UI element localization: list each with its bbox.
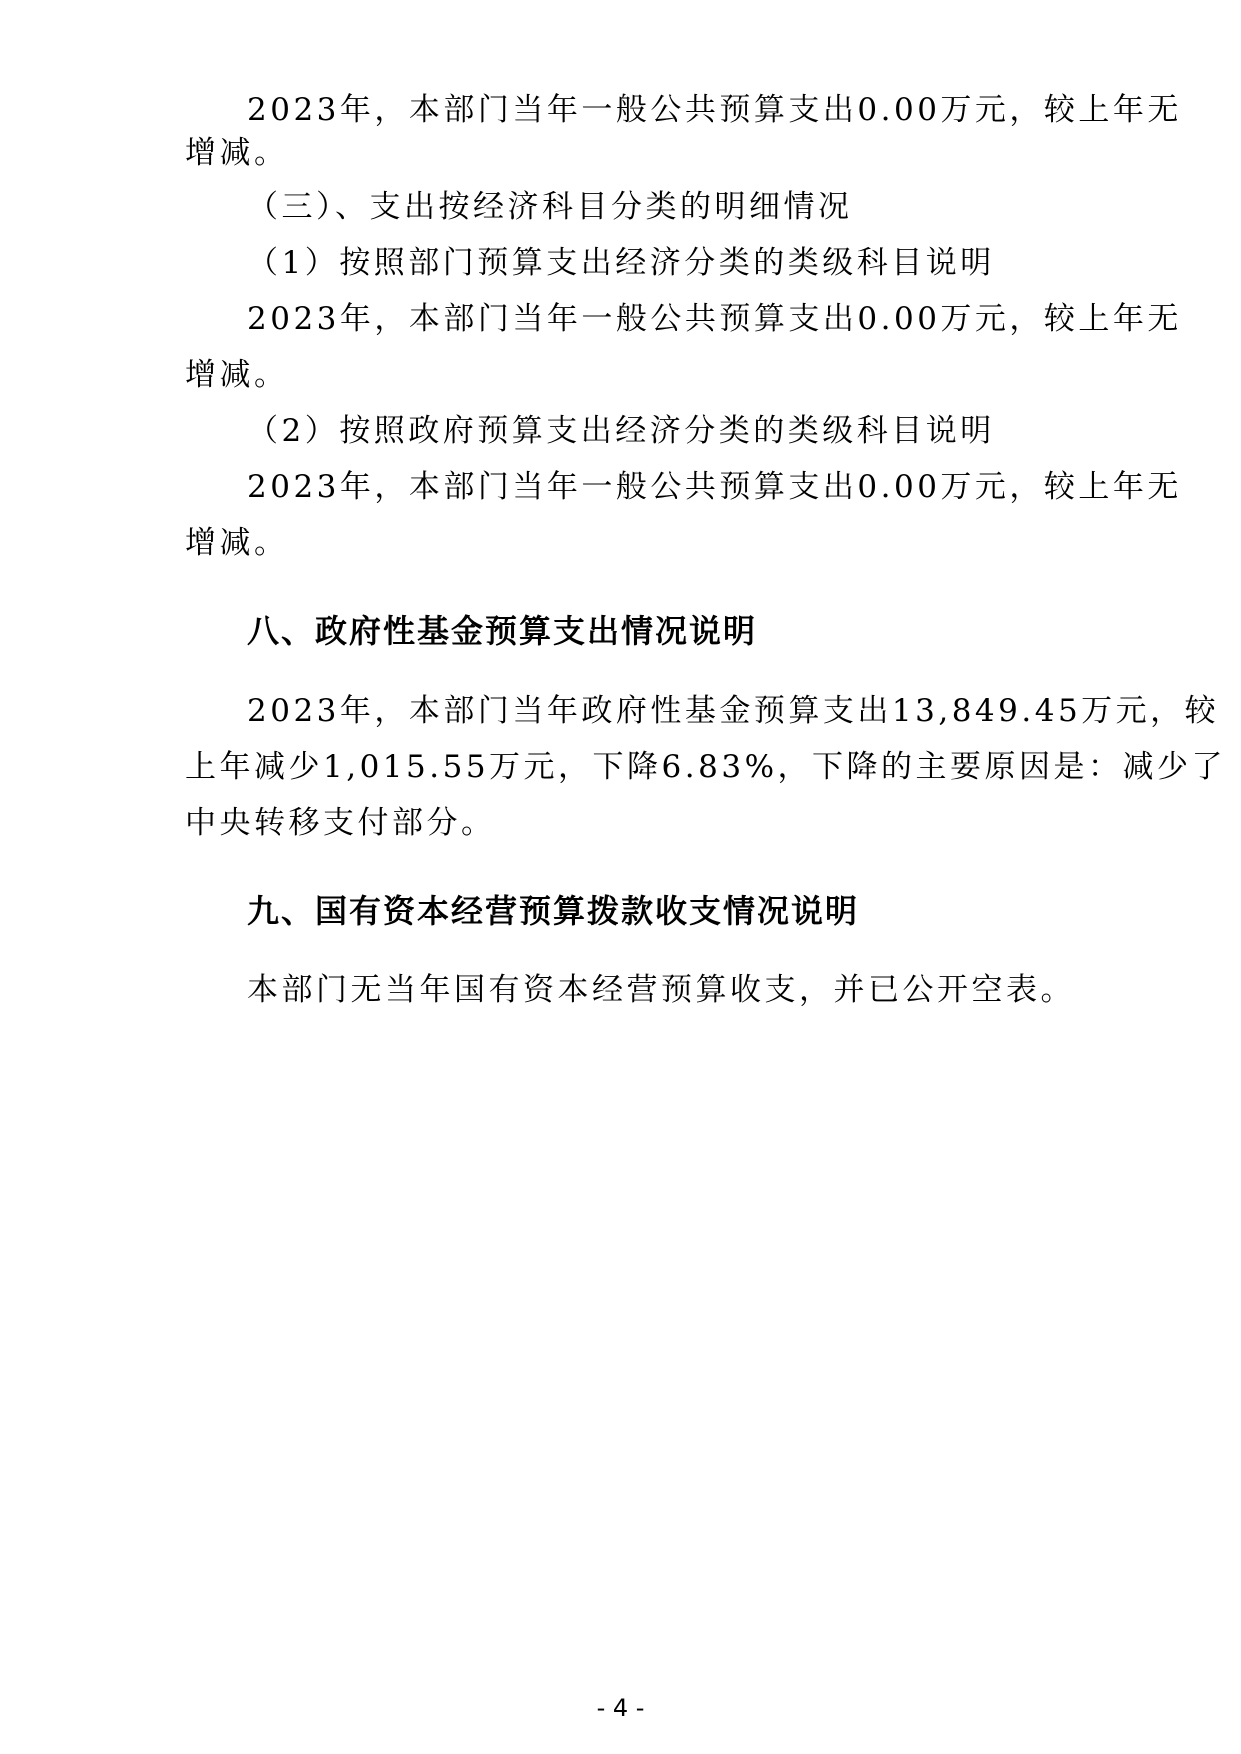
paragraph-line: 增减。: [185, 357, 289, 393]
sub-heading: （1）按照部门预算支出经济分类的类级科目说明: [247, 245, 995, 281]
sub-heading: （2）按照政府预算支出经济分类的类级科目说明: [247, 413, 995, 449]
paragraph-line: 增减。: [185, 135, 289, 171]
section-heading: 九、国有资本经营预算拨款收支情况说明: [247, 892, 860, 930]
paragraph-line: 2023年，本部门当年政府性基金预算支出13,849.45万元，较: [247, 693, 1220, 729]
paragraph-line: 本部门无当年国有资本经营预算收支，并已公开空表。: [247, 972, 1075, 1008]
sub-heading: （三）、支出按经济科目分类的明细情况: [247, 189, 853, 225]
paragraph-line: 2023年，本部门当年一般公共预算支出0.00万元，较上年无: [247, 469, 1182, 505]
paragraph-line: 2023年，本部门当年一般公共预算支出0.00万元，较上年无: [247, 301, 1182, 337]
page-number: - 4 -: [596, 1694, 645, 1722]
paragraph-line: 2023年，本部门当年一般公共预算支出0.00万元，较上年无: [247, 92, 1182, 128]
paragraph-line: 增减。: [185, 525, 289, 561]
section-heading: 八、政府性基金预算支出情况说明: [247, 612, 758, 650]
paragraph-line: 中央转移支付部分。: [185, 805, 496, 841]
paragraph-line: 上年减少1,015.55万元，下降6.83%，下降的主要原因是：减少了: [185, 749, 1227, 785]
